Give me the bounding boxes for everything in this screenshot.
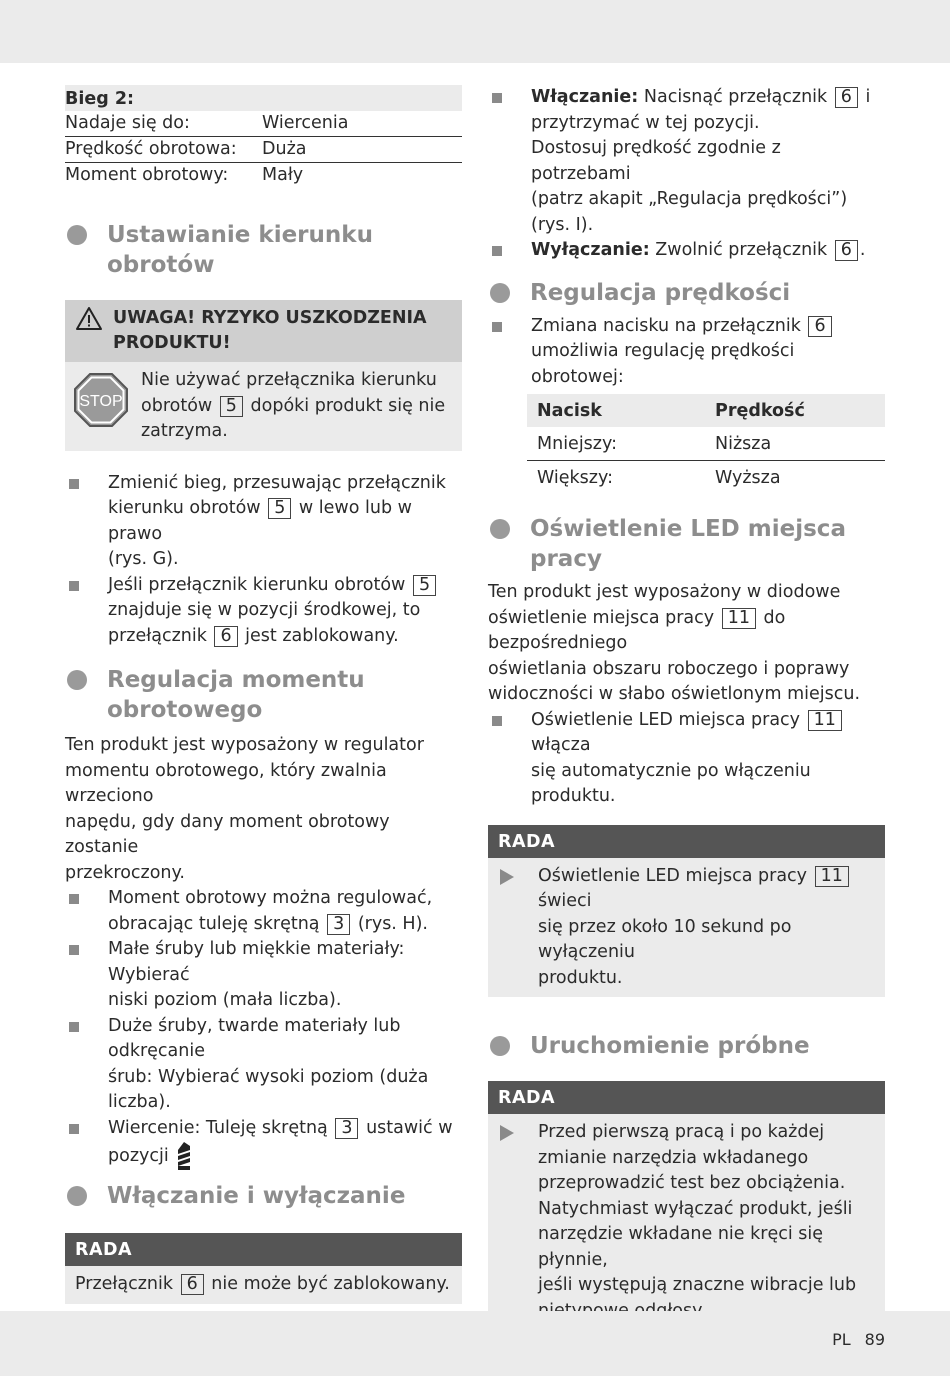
speed-table-cell: Większy: — [537, 467, 613, 488]
bullet-square-icon — [69, 1022, 79, 1032]
list-item: Zmienić bieg, przesuwając przełącznik kierunku obrotów 5 w lewo lub w prawo (rys. G). — [65, 471, 462, 573]
left-column — [65, 85, 462, 1304]
warning-body — [65, 362, 462, 451]
part-number: 5 — [220, 396, 243, 417]
heading-line: pracy — [530, 546, 602, 572]
part-number: 5 — [268, 498, 291, 519]
part-number: 3 — [327, 914, 350, 935]
stop-sign-icon — [73, 372, 129, 428]
arrow-right-icon — [500, 869, 514, 885]
heading-line: Uruchomienie próbne — [530, 1033, 810, 1059]
part-number: 11 — [808, 710, 842, 731]
bottom-band — [0, 1311, 950, 1376]
part-number: 6 — [835, 240, 858, 261]
part-number: 6 — [181, 1274, 204, 1295]
speed-table-cell: Mniejszy: — [527, 427, 705, 461]
bullet-square-icon — [69, 1124, 79, 1134]
spec-value: Wiercenia — [262, 111, 462, 137]
bullet-square-icon — [492, 93, 502, 103]
drill-bit-icon — [176, 1141, 192, 1171]
part-number: 3 — [335, 1118, 358, 1139]
list-item: Duże śruby, twarde materiały lub odkręcanie śrub: Wybierać wysoki poziom (duża liczba). — [65, 1014, 462, 1116]
bullet-square-icon — [492, 716, 502, 726]
list-item: Małe śruby lub miękkie materiały: Wybierać niski poziom (mała liczba). — [65, 937, 462, 1014]
warning-triangle-icon — [75, 306, 103, 331]
top-band — [0, 0, 950, 63]
torque-paragraph: Ten produkt jest wyposażony w regulator momentu obrotowego, który zwalnia wrzeciono napędu, gdy dany moment obrotowy zostanie przekroczony. — [65, 735, 424, 883]
heading-line: Ustawianie kierunku — [107, 222, 373, 248]
spec-key: Prędkość obrotowa: — [65, 137, 262, 163]
heading-line: obrotów — [107, 252, 215, 278]
bullet-square-icon — [492, 322, 502, 332]
warning-title: PRODUKTU! — [113, 333, 231, 353]
section-heading-torque — [65, 665, 462, 725]
right-column — [488, 85, 885, 1330]
warning-text: obrotów 5 dopóki produkt się nie — [141, 395, 446, 416]
warning-box — [65, 300, 462, 451]
speed-table-cell: Wyższa — [715, 467, 781, 488]
list-item: Oświetlenie LED miejsca pracy 11 włącza się automatycznie po włączeniu produktu. — [488, 708, 885, 810]
heading-line: obrotowego — [107, 697, 263, 723]
tip-title: RADA — [488, 825, 885, 858]
tip-box: RADA Przed pierwszą pracą i po każdej zmianie narzędzia wkładanego przeprowadzić test bez obciążenia. Natychmiast wyłączać produkt, jeśli narzędzie wkładane nie kręci się płynnie, jeśli występują znaczne wibracje lub — [488, 1081, 885, 1330]
section-heading-rotation-direction — [65, 220, 462, 280]
section-heading-on-off — [65, 1181, 462, 1211]
speed-table-cell: Niższa — [705, 427, 885, 461]
bullet-circle-icon — [67, 670, 87, 690]
bullet-square-icon — [69, 945, 79, 955]
warning-text: zatrzyma. — [141, 421, 228, 441]
bullet-square-icon — [69, 894, 79, 904]
heading-line: Oświetlenie LED miejsca — [530, 516, 846, 542]
list-item: Włączanie: Nacisnąć przełącznik 6 i przytrzymać w tej pozycji. Dostosuj prędkość zgodnie z potrzebami (patrz akapit „Regulacja prędkości”) (rys. I). — [488, 85, 885, 238]
list-item: Zmiana nacisku na przełącznik 6 umożliwia regulację prędkości obrotowej: — [488, 314, 885, 391]
language-code: PL — [832, 1330, 851, 1349]
list-item: Jeśli przełącznik kierunku obrotów 5 znajduje się w pozycji środkowej, to przełącznik 6 jest zablokowany. — [65, 573, 462, 650]
spec-value: Duża — [262, 137, 462, 163]
led-paragraph: Ten produkt jest wyposażony w diodowe oświetlenie miejsca pracy 11 do bezpośredniego oświetlania obszaru roboczego i poprawy widoczności w słabo oświetlonym miejscu. — [488, 582, 861, 704]
tip-title: RADA — [488, 1081, 885, 1114]
section-heading-led — [488, 514, 885, 574]
list-item: Wiercenie: Tuleję skrętną 3 ustawić w pozycji — [65, 1116, 462, 1172]
spec-key: Nadaje się do: — [65, 111, 262, 137]
bullet-circle-icon — [67, 1186, 87, 1206]
bullet-square-icon — [69, 479, 79, 489]
warning-title: UWAGA! RYZYKO USZKODZENIA — [113, 308, 427, 328]
arrow-right-icon — [500, 1125, 514, 1141]
warning-header — [65, 300, 462, 362]
heading-line: Regulacja prędkości — [530, 279, 791, 306]
tip-box: RADA Oświetlenie LED miejsca pracy 11 świeci się przez około 10 sekund po wyłączeniu produktu. — [488, 825, 885, 998]
speed-table-header: Nacisk — [527, 394, 705, 427]
speed-table-header: Prędkość — [705, 394, 885, 427]
part-number: 11 — [722, 608, 756, 629]
speed-table — [527, 394, 885, 494]
part-number: 6 — [835, 87, 858, 108]
bullet-circle-icon — [490, 283, 510, 303]
part-number: 6 — [214, 626, 237, 647]
bullet-circle-icon — [67, 225, 87, 245]
tip-box — [65, 1233, 462, 1304]
list-item: Moment obrotowy można regulować, obracając tuleję skrętną 3 (rys. H). — [65, 886, 462, 937]
heading-line: Regulacja momentu — [107, 667, 365, 693]
spec-key: Moment obrotowy: — [65, 165, 229, 185]
list-item: Wyłączanie: Zwolnić przełącznik 6 . — [488, 238, 885, 264]
part-number: 5 — [413, 575, 436, 596]
section-heading-speed — [488, 278, 885, 308]
tip-text: Przełącznik 6 nie może być zablokowany. — [75, 1274, 450, 1294]
spec-value: Mały — [262, 165, 304, 185]
part-number: 11 — [815, 866, 849, 887]
part-number: 6 — [808, 316, 831, 337]
section-heading-test-run — [488, 1031, 885, 1061]
gear-2-spec-table — [65, 85, 462, 188]
tip-title: RADA — [65, 1233, 462, 1266]
page-footer — [818, 1330, 885, 1349]
stop-sign-label: STOP — [79, 393, 123, 410]
spec-title: Bieg 2: — [65, 85, 462, 111]
bullet-circle-icon — [490, 1036, 510, 1056]
bullet-circle-icon — [490, 519, 510, 539]
page-number: 89 — [864, 1330, 885, 1349]
bullet-square-icon — [69, 581, 79, 591]
bullet-square-icon — [492, 246, 502, 256]
heading-line: Włączanie i wyłączanie — [107, 1183, 406, 1209]
warning-text: Nie używać przełącznika kierunku — [141, 370, 437, 390]
